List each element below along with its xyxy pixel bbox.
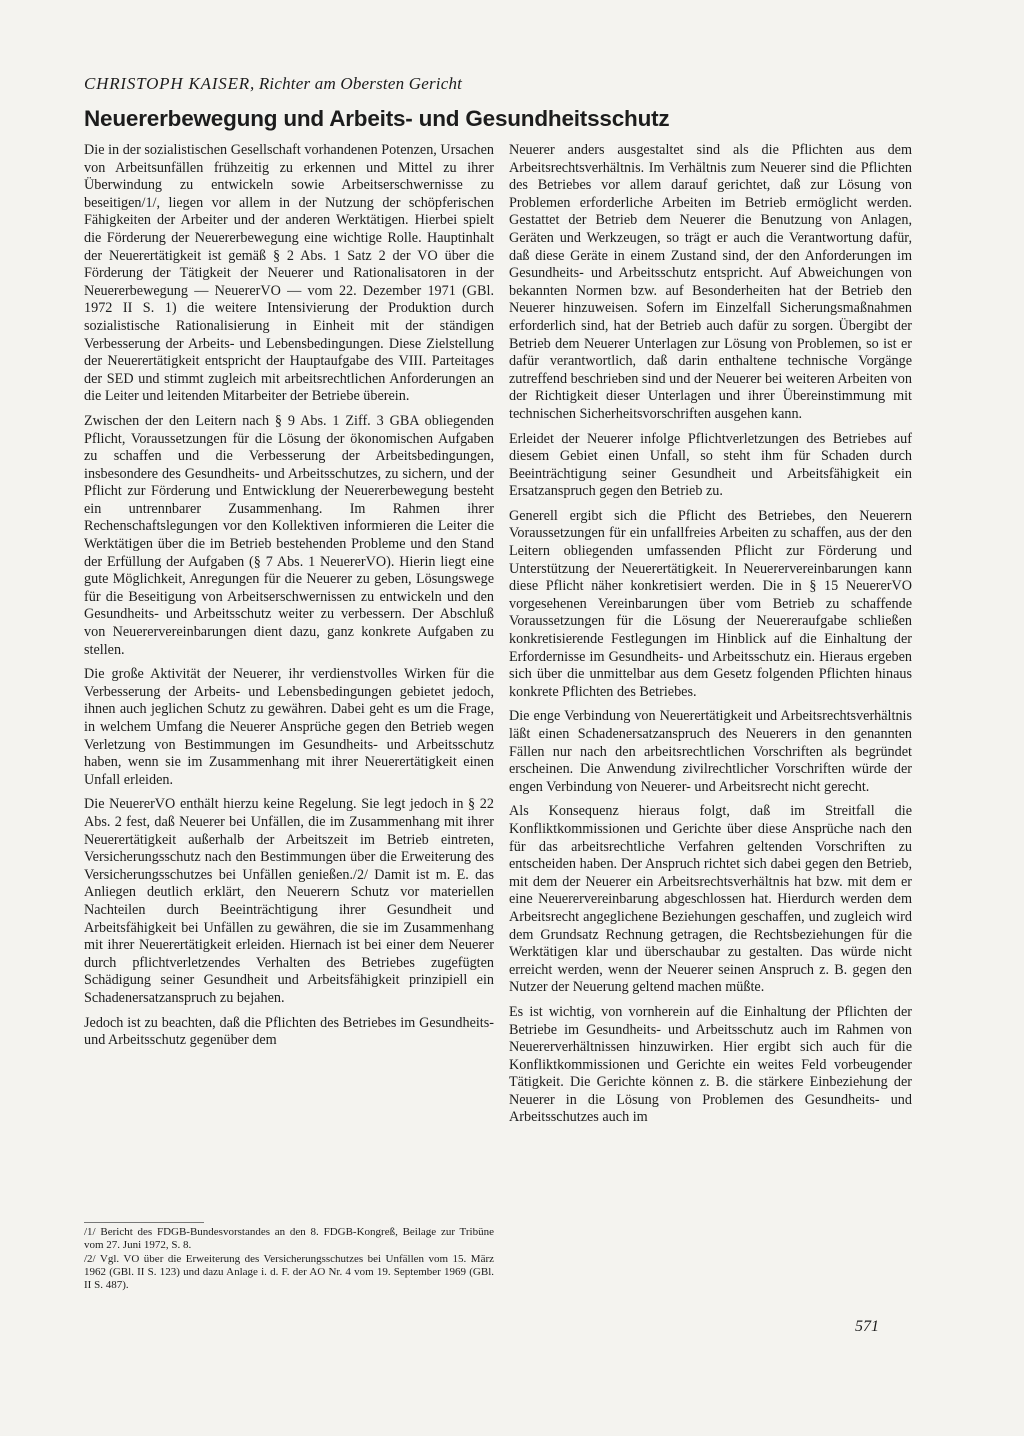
footnote-divider bbox=[84, 1222, 204, 1223]
paragraph: Erleidet der Neuerer infolge Pflichtverletzungen des Betriebes auf diesem Gebiet einen Unfall, so steht ihm für Schaden durch Beeinträchtigung seiner Gesundheit und Arbeitsfähigkeit ein Ersatzanspruch gegen den Betrieb zu. bbox=[509, 430, 912, 500]
paragraph: Die enge Verbindung von Neuerertätigkeit und Arbeitsrechtsverhältnis läßt einen Schadenersatzanspruch des Neuerers in den genannten Fällen nur nach den arbeitsrechtlichen Vorschriften als begründet erscheinen. Die Anwendung zivilrechtlicher Vorschriften würde der engen Verbindung von Neuerer- und Arbeitsrecht nicht gerecht. bbox=[509, 708, 912, 795]
paragraph: Generell ergibt sich die Pflicht des Betriebes, den Neuerern Voraussetzungen für ein unfallfreies Arbeiten zu schaffen, aus der den Leitern obliegenden umfassenden Pflicht zur Förderung und Unterstützung der Neuerertätigkeit. In Neuerervereinbarungen kann diese Pflicht näher konkretisiert werden. Die in § 15 NeuererVO vorgesehenen Vereinbarungen über vom Betrieb zu schaffende Voraussetzungen für die Lösung der Neuereraufgabe schließen konkretisierende Festlegungen im Hinblick auf die Einhaltung der Erfordernisse im Gesundheits- und Arbeitsschutz ein. Hieraus ergeben sich über die unmittelbar aus dem Gesetz folgenden Pflichten hinaus konkrete Pflichten des Betriebes. bbox=[509, 507, 912, 700]
paragraph: Die in der sozialistischen Gesellschaft vorhandenen Potenzen, Ursachen von Arbeitsunfällen frühzeitig zu erkennen und Mittel zu ihrer Überwindung zu entwickeln sowie Arbeitserschwernisse zu beseitigen/1/, liegen vor allem in der Nutzung der schöpferischen Fähigkeiten der Arbeiter und der anderen Werktätigen. Hierbei spielt die Förderung der Neuererbewegung eine wichtige Rolle. Hauptinhalt der Neuerertätigkeit ist gemäß § 2 Abs. 1 Satz 2 der VO über die Förderung der Tätigkeit der Neuerer und Rationalisatoren in der Neuererbewegung — NeuererVO — vom 22. Dezember 1971 (GBl. 1972 II S. 1) die weitere Intensivierung der Produktion durch sozialistische Rationalisierung in Einheit mit der ständigen Verbesserung der Arbeits- und Lebensbedingungen. Diese Zielstellung der Neuerertätigkeit entspricht der Hauptaufgabe des VIII. Parteitages der SED und stimmt zugleich mit arbeitsrechtlichen Anforderungen an die Leiter und leitenden Mitarbeiter der Betriebe überein. bbox=[84, 142, 494, 405]
author-role: , Richter am Obersten Gericht bbox=[249, 74, 463, 93]
paragraph: Jedoch ist zu beachten, daß die Pflichten des Betriebes im Gesundheits- und Arbeitsschutz gegenüber dem bbox=[84, 1014, 494, 1049]
footnote: /1/ Bericht des FDGB-Bundesvorstandes an den 8. FDGB-Kongreß, Beilage zur Tribüne vom 27. Juni 1972, S. 8. bbox=[84, 1226, 494, 1251]
right-column bbox=[509, 142, 912, 1134]
article-title: Neuererbewegung und Arbeits- und Gesundheitsschutz bbox=[84, 106, 670, 131]
paragraph: Als Konsequenz hieraus folgt, daß im Streitfall die Konfliktkommissionen und Gerichte über diese Ansprüche nach den für das arbeitsrechtliche Verfahren geltenden Vorschriften zu entscheiden haben. Der Anspruch richtet sich dabei gegen den Betrieb, mit dem der Neuerer ein Arbeitsrechtsverhältnis hat bzw. mit dem er eine Neuerervereinbarung abgeschlossen hat. Hierdurch werden dem Arbeitsrecht angeglichene Beziehungen geschaffen, und zugleich wird dem Grundsatz Rechnung getragen, die Rechtsbeziehungen für die Werktätigen klar und überschaubar zu gestalten. Das würde nicht erreicht werden, wenn der Neuerer seinen Anspruch z. B. gegen den Nutzer der Neuerung geltend machen müßte. bbox=[509, 803, 912, 996]
author-name: CHRISTOPH KAISER bbox=[84, 74, 250, 93]
paragraph: Zwischen der den Leitern nach § 9 Abs. 1 Ziff. 3 GBA obliegenden Pflicht, Voraussetzungen für die Lösung der ökonomischen Aufgaben zu schaffen und die Verbesserung der Arbeitsbedingungen, insbesondere des Gesundheits- und Arbeitsschutzes, zu sichern, und der Pflicht zur Förderung und Entwicklung der Neuererbewegung besteht ein untrennbarer Zusammenhang. Im Rahmen ihrer Rechenschaftslegungen vor den Kollektiven informieren die Leiter die Werktätigen über die im Betrieb bestehenden Probleme und den Stand der Erfüllung der Aufgaben (§ 7 Abs. 1 NeuererVO). Hierin liegt eine gute Möglichkeit, Anregungen für die Neuerer zu geben, Lösungswege für die Beseitigung von Arbeitserschwernissen zu entwickeln und den Gesundheits- und Arbeitsschutz weiter zu verbessern. Der Abschluß von Neuerervereinbarungen dient dazu, ganz konkrete Aufgaben zu stellen. bbox=[84, 412, 494, 658]
paragraph: Die NeuererVO enthält hierzu keine Regelung. Sie legt jedoch in § 22 Abs. 2 fest, daß Neuerer bei Unfällen, die im Zusammenhang mit ihrer Neuerertätigkeit außerhalb der Arbeitszeit im Betrieb eintreten, Versicherungsschutz nach den Bestimmungen über die Erweiterung des Versicherungsschutzes bei Unfällen genießen./2/ Damit ist m. E. das Anliegen deutlich erklärt, den Neuerern Schutz vor materiellen Nachteilen durch Beeinträchtigung ihrer Gesundheit und Arbeitsfähigkeit bei Unfällen zu gewähren, die sie im Zusammenhang mit ihrer Neuerertätigkeit erleiden. Hiernach ist bei einer dem Neuerer durch pflichtverletzendes Verhalten des Betriebes zugefügten Schädigung seiner Gesundheit und Arbeitsfähigkeit prinzipiell ein Schadenersatzanspruch zu bejahen. bbox=[84, 796, 494, 1006]
page-number: 571 bbox=[855, 1318, 879, 1335]
paragraph: Die große Aktivität der Neuerer, ihr verdienstvolles Wirken für die Verbesserung der Arbeits- und Lebensbedingungen gebietet jedoch, ihnen auch jeglichen Schutz zu gewähren. Dabei geht es um die Frage, in welchem Umfang die Neuerer Ansprüche gegen den Betrieb wegen Verletzung von Bestimmungen im Gesundheits- und Arbeitsschutz haben, wenn sie im Zusammenhang mit ihrer Neuerertätigkeit einen Unfall erleiden. bbox=[84, 666, 494, 788]
left-column bbox=[84, 142, 494, 1057]
footnote: /2/ Vgl. VO über die Erweiterung des Versicherungsschutzes bei Unfällen vom 15. März 1962 (GBl. II S. 123) und dazu Anlage i. d. F. der AO Nr. 4 vom 19. September 1969 (GBl. II S. 487). bbox=[84, 1253, 494, 1291]
paragraph: Es ist wichtig, von vornherein auf die Einhaltung der Pflichten der Betriebe im Gesundheits- und Arbeitsschutz auch im Rahmen von Neuererverhältnissen hinzuwirken. Hier ergibt sich auch für die Konfliktkommissionen und Gerichte ein weites Feld vorbeugender Tätigkeit. Die Gerichte können z. B. die stärkere Einbeziehung der Neuerer in die Lösung von Problemen des Gesundheits- und Arbeitsschutzes auch im bbox=[509, 1003, 912, 1126]
paragraph: Neuerer anders ausgestaltet sind als die Pflichten aus dem Arbeitsrechtsverhältnis. Im Verhältnis zum Neuerer sind die Pflichten des Betriebes vor allem darauf gerichtet, daß zur Lösung von Problemen erforderliche Arbeiten im Betrieb ermöglicht werden. Gestattet der Betrieb dem Neuerer die Benutzung von Anlagen, Geräten und Werkzeugen, so trägt er auch die Verantwortung dafür, daß diese Geräte in einem Zustand sind, der den Anforderungen im Gesundheits- und Arbeitsschutz entspricht. Auf Abweichungen von bekannten Normen bzw. auf Besonderheiten hat der Betrieb den Neuerer hinzuweisen. Sofern im Einzelfall Sicherungsmaßnahmen erforderlich sind, hat der Betrieb auch dafür zu sorgen. Übergibt der Betrieb dem Neuerer Unterlagen zur Lösung von Problemen, so ist er dafür verantwortlich, daß darin enthaltene technische Vorgänge zutreffend beschrieben sind und der Neuerer bei weiteren Arbeiten von der Richtigkeit dieser Unterlagen und ihrer Übereinstimmung mit technischen Sicherheitsvorschriften ausgehen kann. bbox=[509, 142, 912, 422]
author-byline bbox=[84, 74, 462, 94]
footnotes bbox=[84, 1226, 494, 1293]
